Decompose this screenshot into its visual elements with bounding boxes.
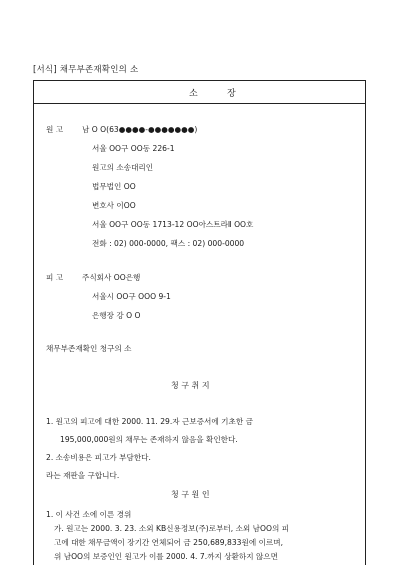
claim-line-1: 1. 원고의 피고에 대한 2000. 11. 29.자 근보증서에 기초한 금 — [46, 417, 253, 426]
cause-line-1: 1. 이 사건 소에 이른 경위 — [46, 510, 132, 519]
title-left: 소 — [189, 89, 198, 99]
case-name: 채무부존재확인 청구의 소 — [46, 344, 132, 353]
claim-heading: 청 구 취 지 — [171, 381, 210, 390]
cause-line-3: 고에 대한 채무금액이 장기간 연체되어 금 250,689,833원에 이르며, — [54, 538, 284, 547]
form-caption: [서식] 채무부존재확인의 소 — [33, 65, 139, 75]
claim-line-2: 195,000,000원의 채무는 존재하지 않음을 확인한다. — [60, 435, 238, 444]
defendant-name: 주식회사 OO은행 — [82, 273, 141, 282]
plaintiff-name: 남 O O(63●●●●-●●●●●●●) — [82, 125, 198, 134]
plaintiff-lawyer: 변호사 이OO — [92, 201, 136, 210]
defendant-label: 피 고 — [46, 273, 64, 282]
defendant-representative: 은행장 강 O O — [92, 311, 141, 320]
claim-line-4: 라는 재판을 구합니다. — [46, 471, 120, 480]
claim-line-3: 2. 소송비용은 피고가 부담한다. — [46, 453, 151, 462]
plaintiff-agent-label: 원고의 소송대리인 — [92, 163, 154, 172]
plaintiff-agent-address: 서울 OO구 OO동 1713-12 OO아스트라Ⅱ OO호 — [92, 220, 254, 229]
plaintiff-label: 원 고 — [46, 125, 64, 134]
document-frame — [33, 80, 366, 565]
plaintiff-firm: 법무법인 OO — [92, 182, 136, 191]
defendant-address: 서울시 OO구 OOO 9-1 — [92, 292, 171, 301]
cause-line-4: 위 남OO의 보증인인 원고가 이를 2000. 4. 7.까지 상환하지 않으면 — [54, 552, 278, 561]
document-title — [34, 81, 365, 104]
cause-heading: 청 구 원 인 — [171, 490, 210, 499]
plaintiff-address: 서울 OO구 OO동 226-1 — [92, 144, 175, 153]
plaintiff-contact: 전화 : 02) 000-0000, 팩스 : 02) 000-0000 — [92, 239, 245, 248]
cause-line-2: 가. 원고는 2000. 3. 23. 소외 KB신용정보(주)로부터, 소외 남OO의 피 — [54, 524, 290, 533]
title-right: 장 — [227, 89, 236, 99]
